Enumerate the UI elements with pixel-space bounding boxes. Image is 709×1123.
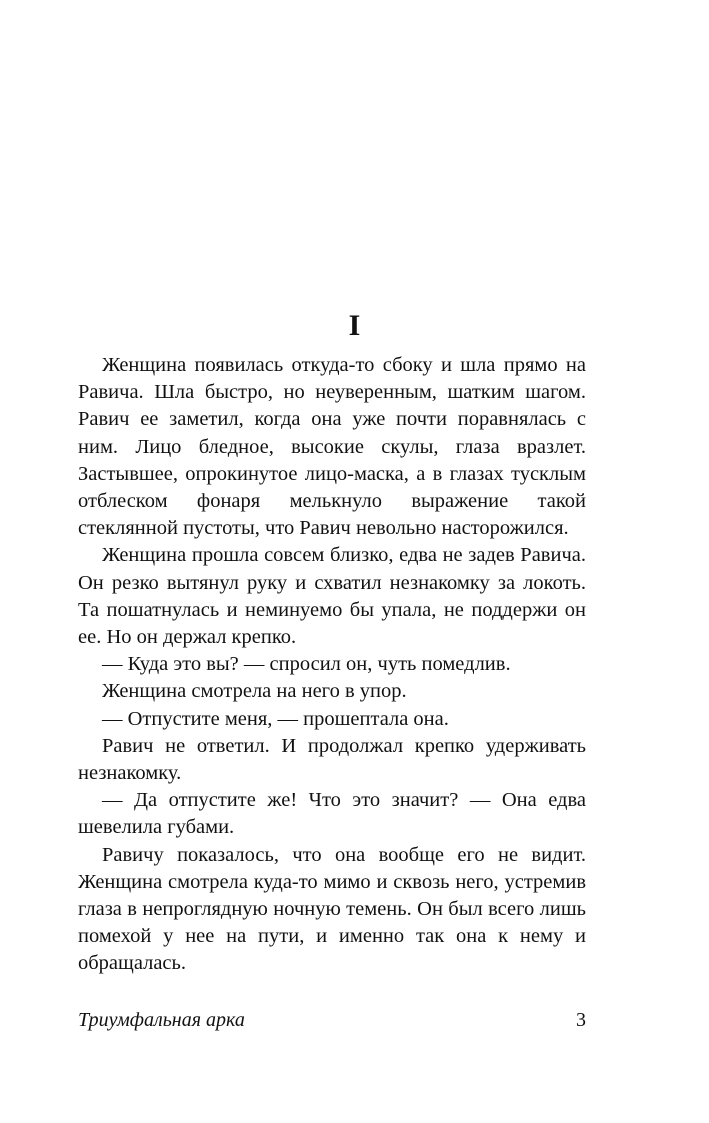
paragraph-2: Женщина прошла совсем близко, едва не задев Равича. Он резко вытянул руку и схватил незнакомку за локоть. Та пошатнулась и неминуемо бы упала, не поддержи он ее. Но он держал крепко. (78, 544, 586, 649)
paragraph-7: — Да отпустите же! Что это значит? — Она едва шевелила губами. (78, 789, 586, 839)
paragraph-5: — Отпустите меня, — прошептала она. (102, 707, 449, 730)
body-text (78, 352, 586, 978)
paragraph-6: Равич не ответил. И продолжал крепко удерживать незнакомку. (78, 734, 586, 785)
running-title: Триумфальная арка (78, 1009, 245, 1031)
paragraph-3: — Куда это вы? — спросил он, чуть помедлив. (102, 653, 511, 676)
chapter-heading: I (348, 309, 361, 342)
page-footer (78, 1005, 586, 1035)
page-number: 3 (576, 1009, 586, 1031)
paragraph-1: Женщина появилась откуда-то сбоку и шла прямо на Равича. Шла быстро, но неуверенным, шатким шагом. Равич ее заметил, когда она уже почти поравнялась с ним. Лицо бледное, высокие скулы, глаза вразлет. Застывшее, опрокинутое лицо-маска, а в глазах тусклым отблеском фонаря мелькнуло выражение такой стеклянной пустоты, что Равич невольно насторожился. (78, 354, 586, 540)
paragraph-8: Равичу показалось, что она вообще его не видит. Женщина смотрела куда-то мимо и сквозь него, устремив глаза в непроглядную ночную темень. Он был всего лишь помехой у нее на пути, и именно так она к нему и обращалась. (78, 843, 586, 975)
paragraph-4: Женщина смотрела на него в упор. (102, 680, 407, 703)
